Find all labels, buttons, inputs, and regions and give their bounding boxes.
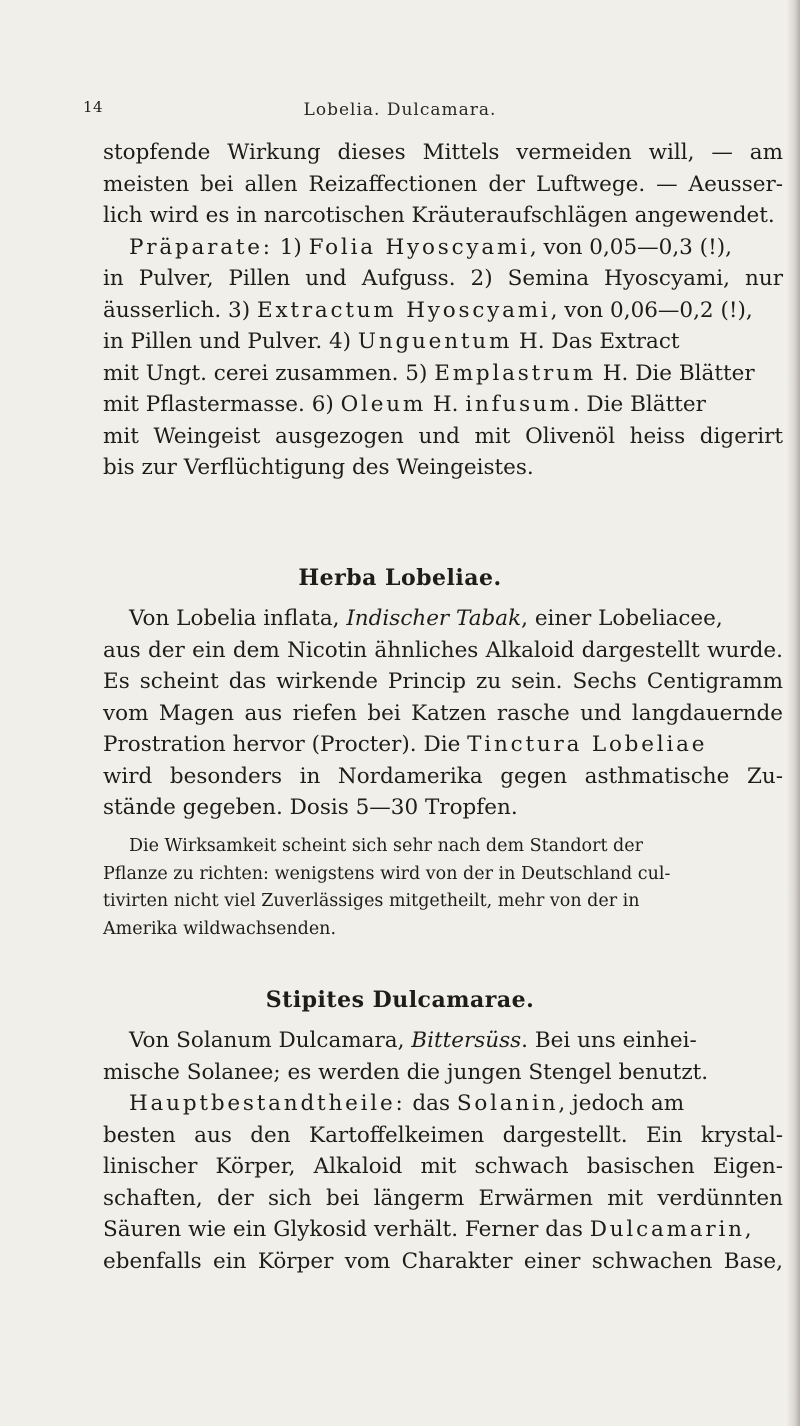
term-infusum: infusum	[465, 392, 573, 417]
text-line: mit Ungt. cerei zusammen. 5) Emplastrum H. Die Blätter	[103, 360, 755, 386]
heading-stipites-dulcamarae: Stipites Dulcamarae.	[265, 987, 535, 1013]
page-edge-shadow	[786, 0, 800, 1426]
paragraph-lobelia	[103, 603, 783, 824]
text-line: besten aus den Kartoffelkeimen dargestellt. Ein krystal-	[103, 1122, 783, 1148]
text-line: Hauptbestandtheile: das Solanin, jedoch am	[129, 1091, 685, 1116]
text-line: in Pulver, Pillen und Aufguss. 2) Semina Hyoscyami, nur	[103, 266, 783, 291]
term-extractum-hyoscyami: Extractum Hyoscyami	[256, 297, 551, 323]
text-line: in Pillen und Pulver. 4) Unguentum H. Das Extract	[103, 329, 680, 354]
text-line: Präparate: 1) Folia Hyoscyami, von 0,05—0,3 (!),	[129, 234, 732, 260]
text-line: mit Pflastermasse. 6) Oleum H. infusum. Die Blätter	[103, 392, 706, 417]
note-line: Pflanze zu richten: wenigstens wird von der in Deutschland cul-	[103, 863, 671, 884]
text-line: stände gegeben. Dosis 5—30 Tropfen.	[103, 795, 518, 820]
text-line: Prostration hervor (Procter). Die Tinctura Lobeliae	[103, 732, 708, 757]
text-line: Von Solanum Dulcamara, Bittersüss. Bei uns einhei-	[129, 1028, 697, 1053]
note-line: Amerika wildwachsenden.	[103, 918, 337, 939]
page-number: 14	[83, 98, 104, 116]
paragraph-hyoscyamus	[103, 137, 783, 484]
term-solanin: Solanin	[456, 1091, 559, 1116]
text-line: ebenfalls ein Körper vom Charakter einer schwachen Base,	[103, 1248, 783, 1274]
text-line: linischer Körper, Alkaloid mit schwach basischen Eigen-	[103, 1154, 783, 1179]
text-line: stopfende Wirkung dieses Mittels vermeiden will, — am	[103, 140, 783, 165]
text-line: lich wird es in narcotischen Kräuteraufschlägen angewendet.	[103, 203, 775, 228]
term-tinctura-lobeliae: Tinctura Lobeliae	[467, 732, 708, 757]
term-oleum: Oleum	[340, 392, 427, 417]
text-line: aus der ein dem Nicotin ähnliches Alkaloid dargestellt wurde.	[103, 637, 783, 663]
text-line: bis zur Verflüchtigung des Weingeistes.	[103, 455, 534, 480]
paragraph-dulcamara	[103, 1025, 783, 1277]
note-lobelia	[103, 833, 783, 943]
term-praeparate: Präparate:	[129, 234, 273, 260]
running-title: Lobelia. Dulcamara.	[303, 100, 497, 120]
text-line: Säuren wie ein Glykosid verhält. Ferner das Dulcamarin,	[103, 1217, 752, 1242]
note-line: Die Wirksamkeit scheint sich sehr nach dem Standort der	[129, 836, 643, 856]
text-line: mische Solanee; es werden die jungen Stengel benutzt.	[103, 1059, 709, 1085]
text-line: vom Magen aus riefen bei Katzen rasche und langdauernde	[103, 700, 783, 726]
text-line: äusserlich. 3) Extractum Hyoscyami, von 0,06—0,2 (!),	[103, 297, 753, 323]
term-dulcamarin: Dulcamarin	[589, 1217, 745, 1242]
text-line: meisten bei allen Reizaffectionen der Luftwege. — Aeusser-	[103, 171, 783, 197]
text-line: Es scheint das wirkende Princip zu sein. Sechs Centigramm	[103, 669, 783, 694]
note-line: tivirten nicht viel Zuverlässiges mitgetheilt, mehr von der in	[103, 891, 640, 911]
term-unguentum: Unguentum	[357, 329, 513, 354]
term-emplastrum: Emplastrum	[434, 360, 596, 386]
term-bittersuess: Bittersüss	[411, 1028, 522, 1053]
text-line: schaften, der sich bei längerm Erwärmen mit verdünnten	[103, 1185, 783, 1211]
text-line: mit Weingeist ausgezogen und mit Olivenöl heiss digerirt	[103, 423, 783, 449]
term-indischer-tabak: Indischer Tabak	[346, 606, 522, 631]
term-folia-hyoscyami: Folia Hyoscyami	[308, 234, 530, 260]
term-hauptbestandtheile: Hauptbestandtheile:	[129, 1091, 406, 1116]
text-line: wird besonders in Nordamerika gegen asthmatische Zu-	[103, 763, 783, 789]
heading-herba-lobeliae: Herba Lobeliae.	[298, 565, 502, 591]
text-line: Von Lobelia inflata, Indischer Tabak, einer Lobeliacee,	[129, 606, 723, 631]
